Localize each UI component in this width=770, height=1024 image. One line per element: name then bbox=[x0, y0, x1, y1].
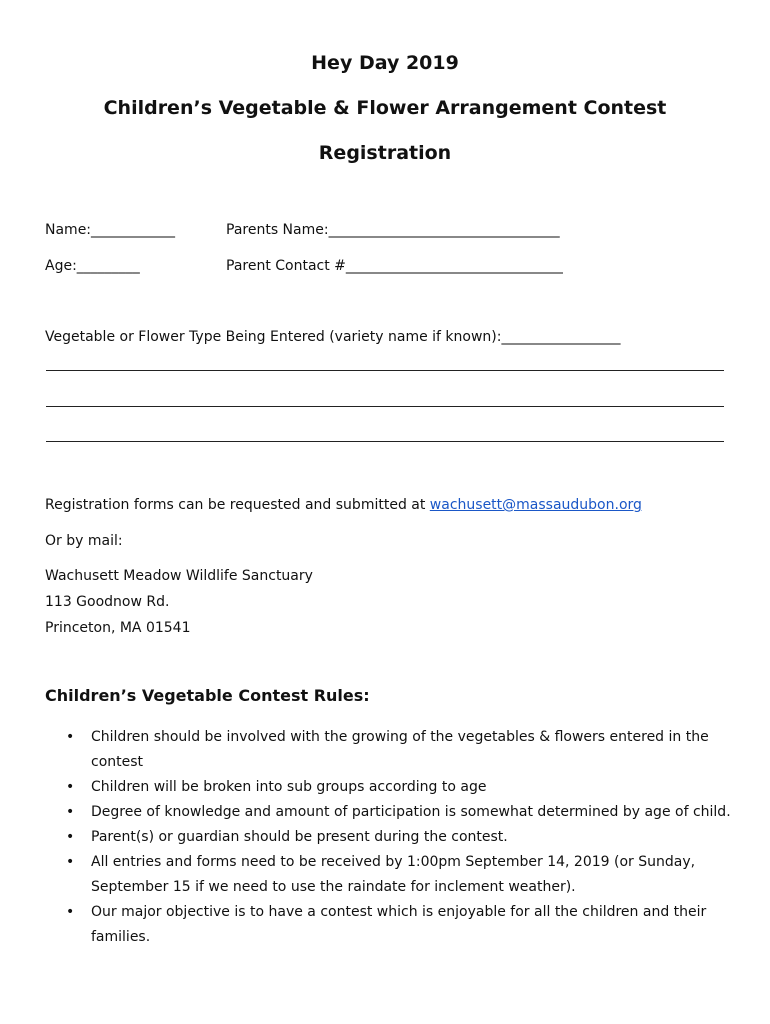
rule-item bbox=[46, 725, 736, 775]
entry-blank-line-1[interactable] bbox=[46, 370, 724, 371]
address-line-2: 113 Goodnow Rd. bbox=[45, 594, 170, 610]
bullet-icon: • bbox=[66, 904, 75, 920]
entry-blank-line-2[interactable] bbox=[46, 406, 724, 407]
parents-name-field[interactable]: Parents Name:_________________________________ bbox=[226, 222, 560, 238]
bullet-icon: • bbox=[66, 829, 75, 845]
rule-text: Children should be involved with the growing of the vegetables & flowers entered in the contest bbox=[91, 729, 709, 770]
or-by-mail-text: Or by mail: bbox=[45, 533, 123, 549]
rule-item bbox=[46, 800, 736, 825]
submission-text bbox=[45, 497, 642, 513]
email-link[interactable]: wachusett@massaudubon.org bbox=[429, 497, 642, 513]
submission-intro: Registration forms can be requested and submitted at bbox=[45, 497, 430, 513]
rule-item bbox=[46, 900, 736, 950]
bullet-icon: • bbox=[66, 779, 75, 795]
rule-item bbox=[46, 775, 736, 800]
contest-subtitle: Children’s Vegetable & Flower Arrangement Contest bbox=[103, 97, 667, 119]
page-title: Hey Day 2019 bbox=[311, 52, 459, 74]
entry-blank-line-3[interactable] bbox=[46, 441, 724, 442]
rule-text: Parent(s) or guardian should be present during the contest. bbox=[91, 829, 508, 845]
rules-heading: Children’s Vegetable Contest Rules: bbox=[45, 686, 370, 705]
age-field[interactable]: Age:_________ bbox=[45, 258, 140, 274]
rule-text: Children will be broken into sub groups according to age bbox=[91, 779, 487, 795]
address-line-1: Wachusett Meadow Wildlife Sanctuary bbox=[45, 568, 313, 584]
bullet-icon: • bbox=[66, 729, 75, 745]
entry-type-field[interactable]: Vegetable or Flower Type Being Entered (variety name if known):_________________ bbox=[45, 329, 621, 345]
name-field[interactable]: Name:____________ bbox=[45, 222, 176, 238]
rule-text: Our major objective is to have a contest which is enjoyable for all the children and their families. bbox=[91, 904, 707, 945]
rule-text: Degree of knowledge and amount of participation is somewhat determined by age of child. bbox=[91, 804, 731, 820]
rule-item bbox=[46, 825, 736, 850]
bullet-icon: • bbox=[66, 854, 75, 870]
registration-heading: Registration bbox=[318, 142, 452, 164]
parent-contact-field[interactable]: Parent Contact #_______________________________ bbox=[226, 258, 563, 274]
bullet-icon: • bbox=[66, 804, 75, 820]
rules-list bbox=[46, 725, 736, 950]
address-line-3: Princeton, MA 01541 bbox=[45, 620, 191, 636]
rule-item bbox=[46, 850, 736, 900]
rule-text: All entries and forms need to be received by 1:00pm September 14, 2019 (or Sunday, September 15 if we need to use the raindate for inclement weather). bbox=[91, 854, 696, 895]
